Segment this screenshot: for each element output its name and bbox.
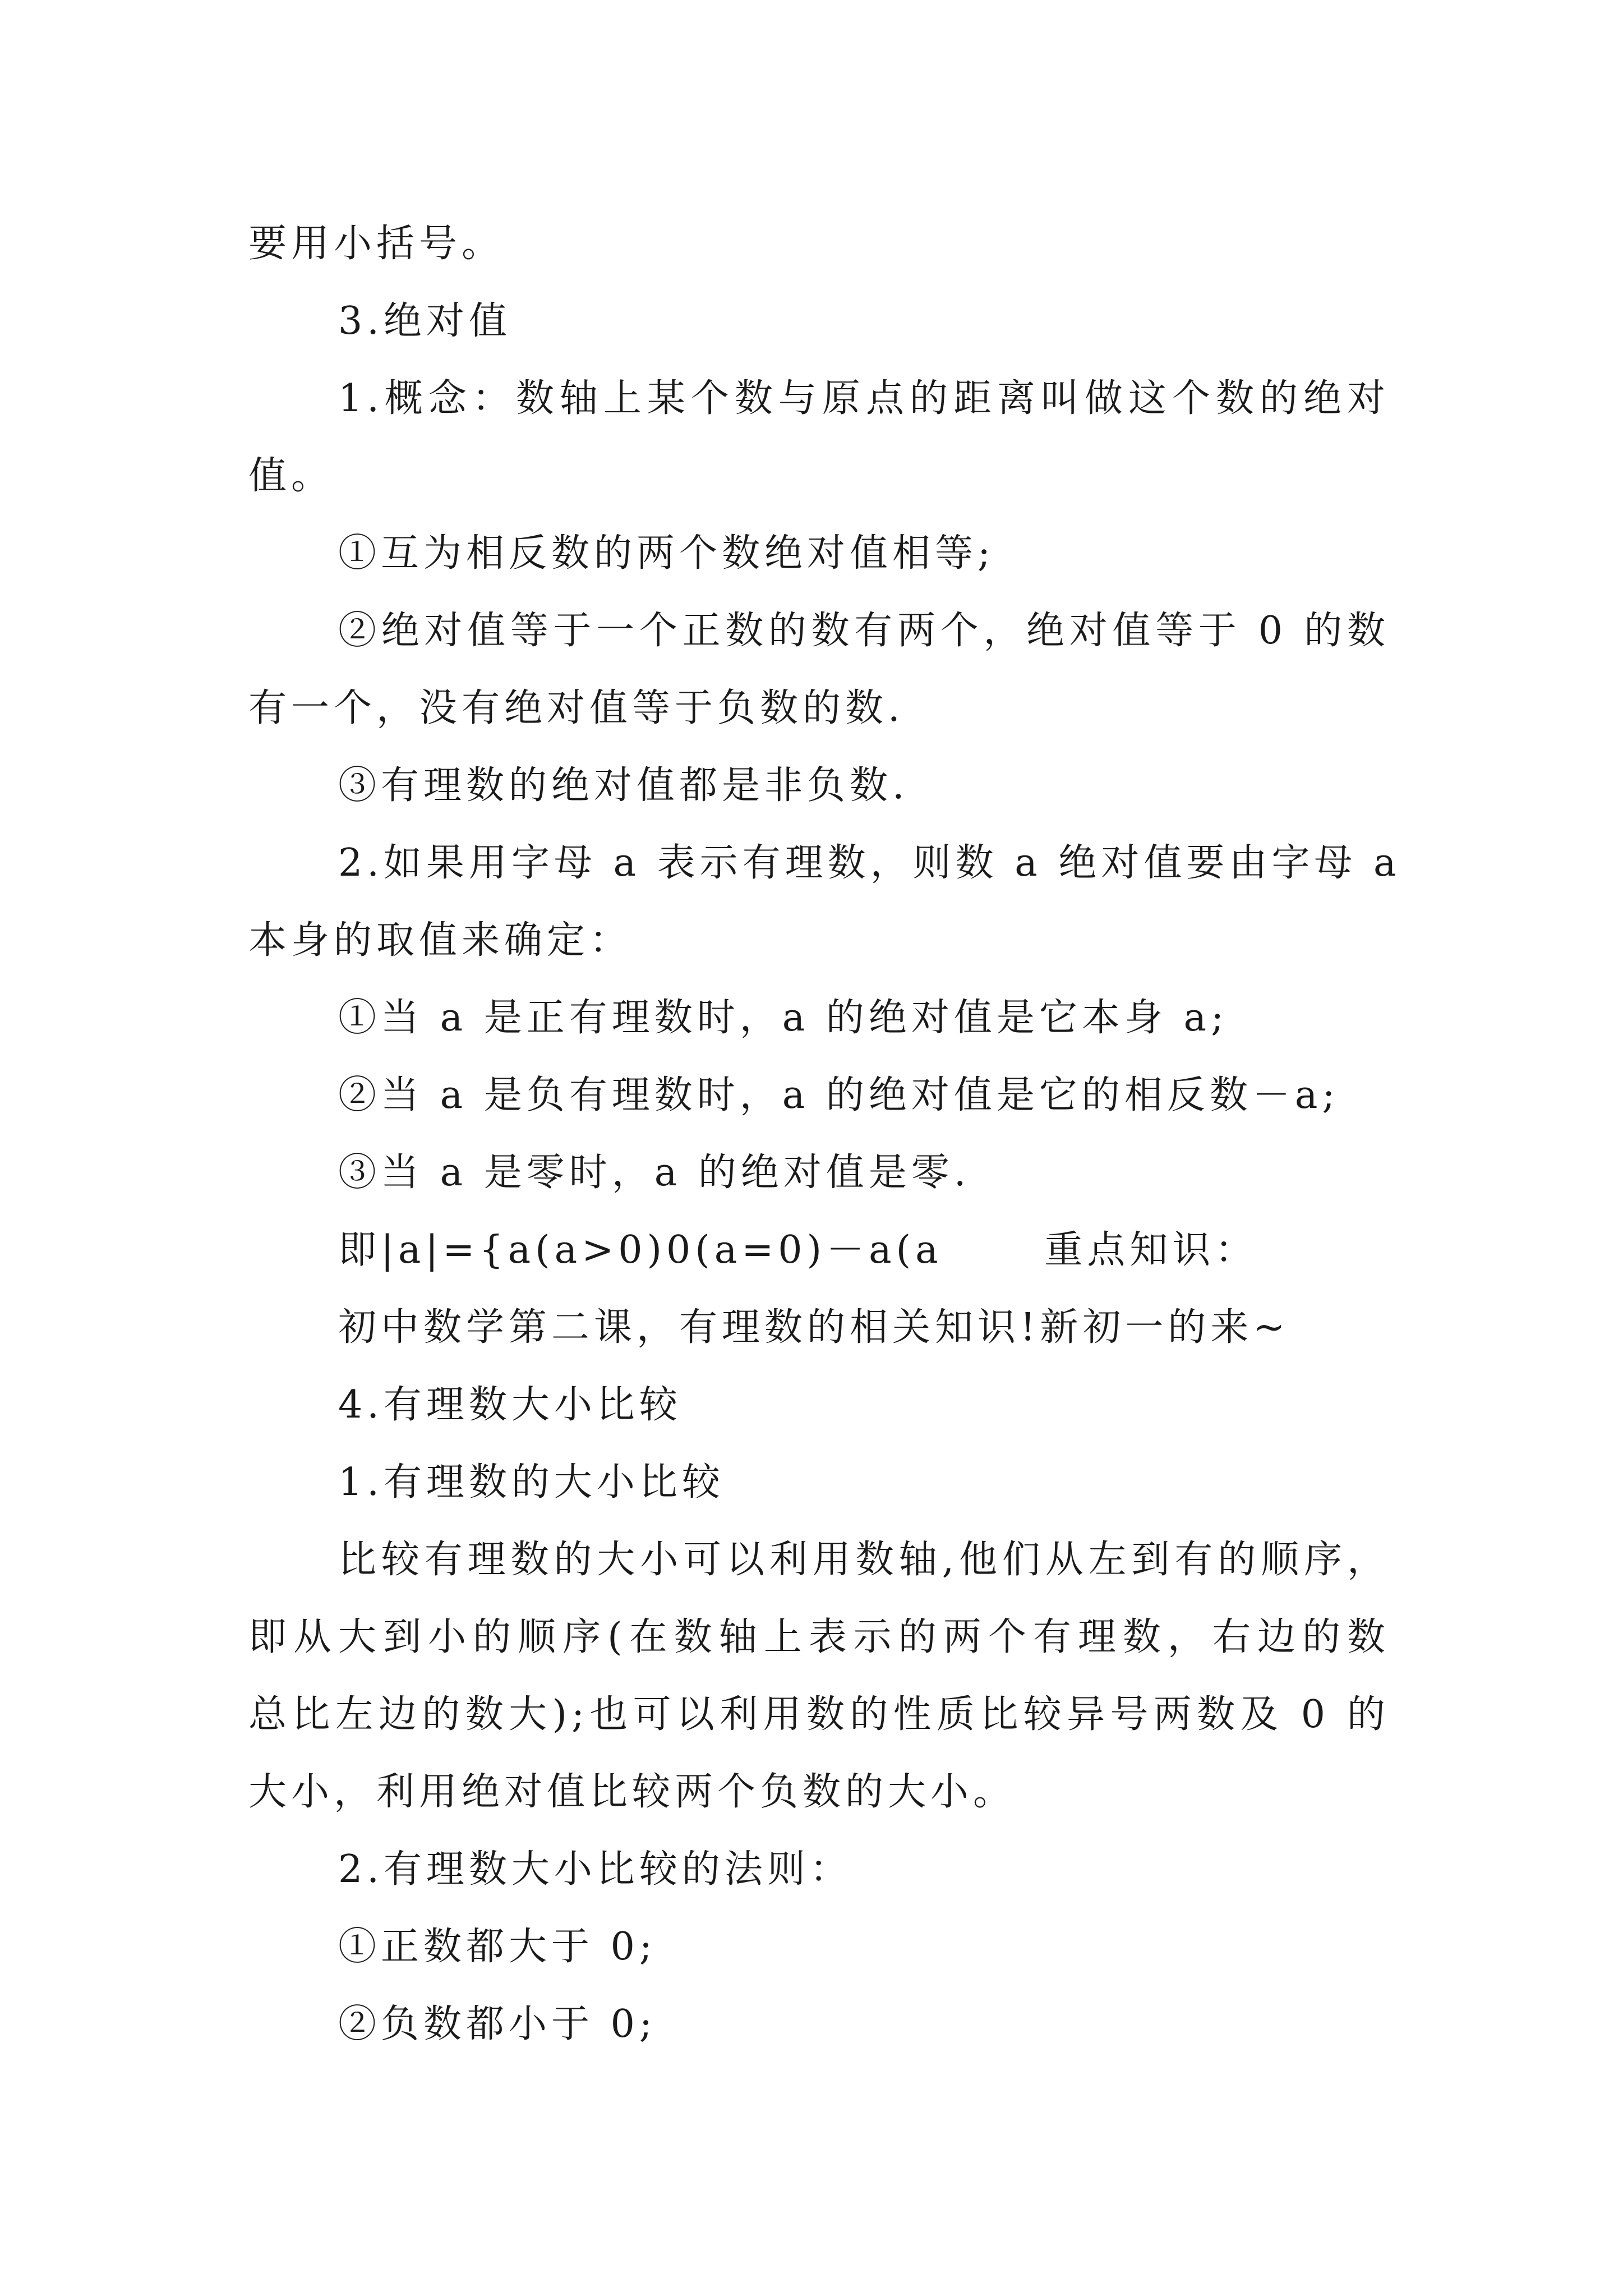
text-line: 1.概念：数轴上某个数与原点的距离叫做这个数的绝对 (338, 376, 1390, 421)
list-item: ③有理数的绝对值都是非负数. (338, 763, 909, 808)
list-item: ①互为相反数的两个数绝对值相等; (338, 531, 995, 576)
list-item: ③当 a 是零时，a 的绝对值是零. (338, 1151, 971, 1195)
list-item: ②当 a 是负有理数时，a 的绝对值是它的相反数－a; (338, 1073, 1340, 1117)
text-line: 要用小括号。 (248, 222, 505, 266)
subsection-heading: 1.有理数的大小比较 (338, 1460, 725, 1504)
text-line: 初中数学第二课，有理数的相关知识!新初一的来~ (338, 1305, 1290, 1350)
list-item: ②绝对值等于一个正数的数有两个，绝对值等于 0 的数 (338, 609, 1390, 653)
text-line: 大小，利用绝对值比较两个负数的大小。 (248, 1770, 1016, 1814)
subsection-heading: 2.有理数大小比较的法则： (338, 1847, 852, 1892)
list-item: ②负数都小于 0; (338, 2002, 657, 2046)
text-line: 2.如果用字母 a 表示有理数，则数 a 绝对值要由字母 a (338, 841, 1401, 885)
list-item: ①当 a 是正有理数时，a 的绝对值是它本身 a; (338, 996, 1228, 1040)
section-heading: 3.绝对值 (338, 299, 511, 343)
text-line: 即从大到小的顺序(在数轴上表示的两个有理数，右边的数 (248, 1615, 1390, 1659)
text-line: 值。 (248, 454, 334, 498)
text-line: 比较有理数的大小可以利用数轴,他们从左到有的顺序， (338, 1538, 1390, 1582)
list-item: ①正数都大于 0; (338, 1925, 657, 1969)
text-line: 本身的取值来确定： (248, 918, 633, 963)
formula-line: 即|a|={a(a>0)0(a=0)－a(a 重点知识： (338, 1228, 1258, 1272)
text-line: 有一个，没有绝对值等于负数的数. (248, 686, 905, 730)
section-heading: 4.有理数大小比较 (338, 1383, 682, 1427)
text-line: 总比左边的数大);也可以利用数的性质比较异号两数及 0 的 (248, 1692, 1390, 1737)
